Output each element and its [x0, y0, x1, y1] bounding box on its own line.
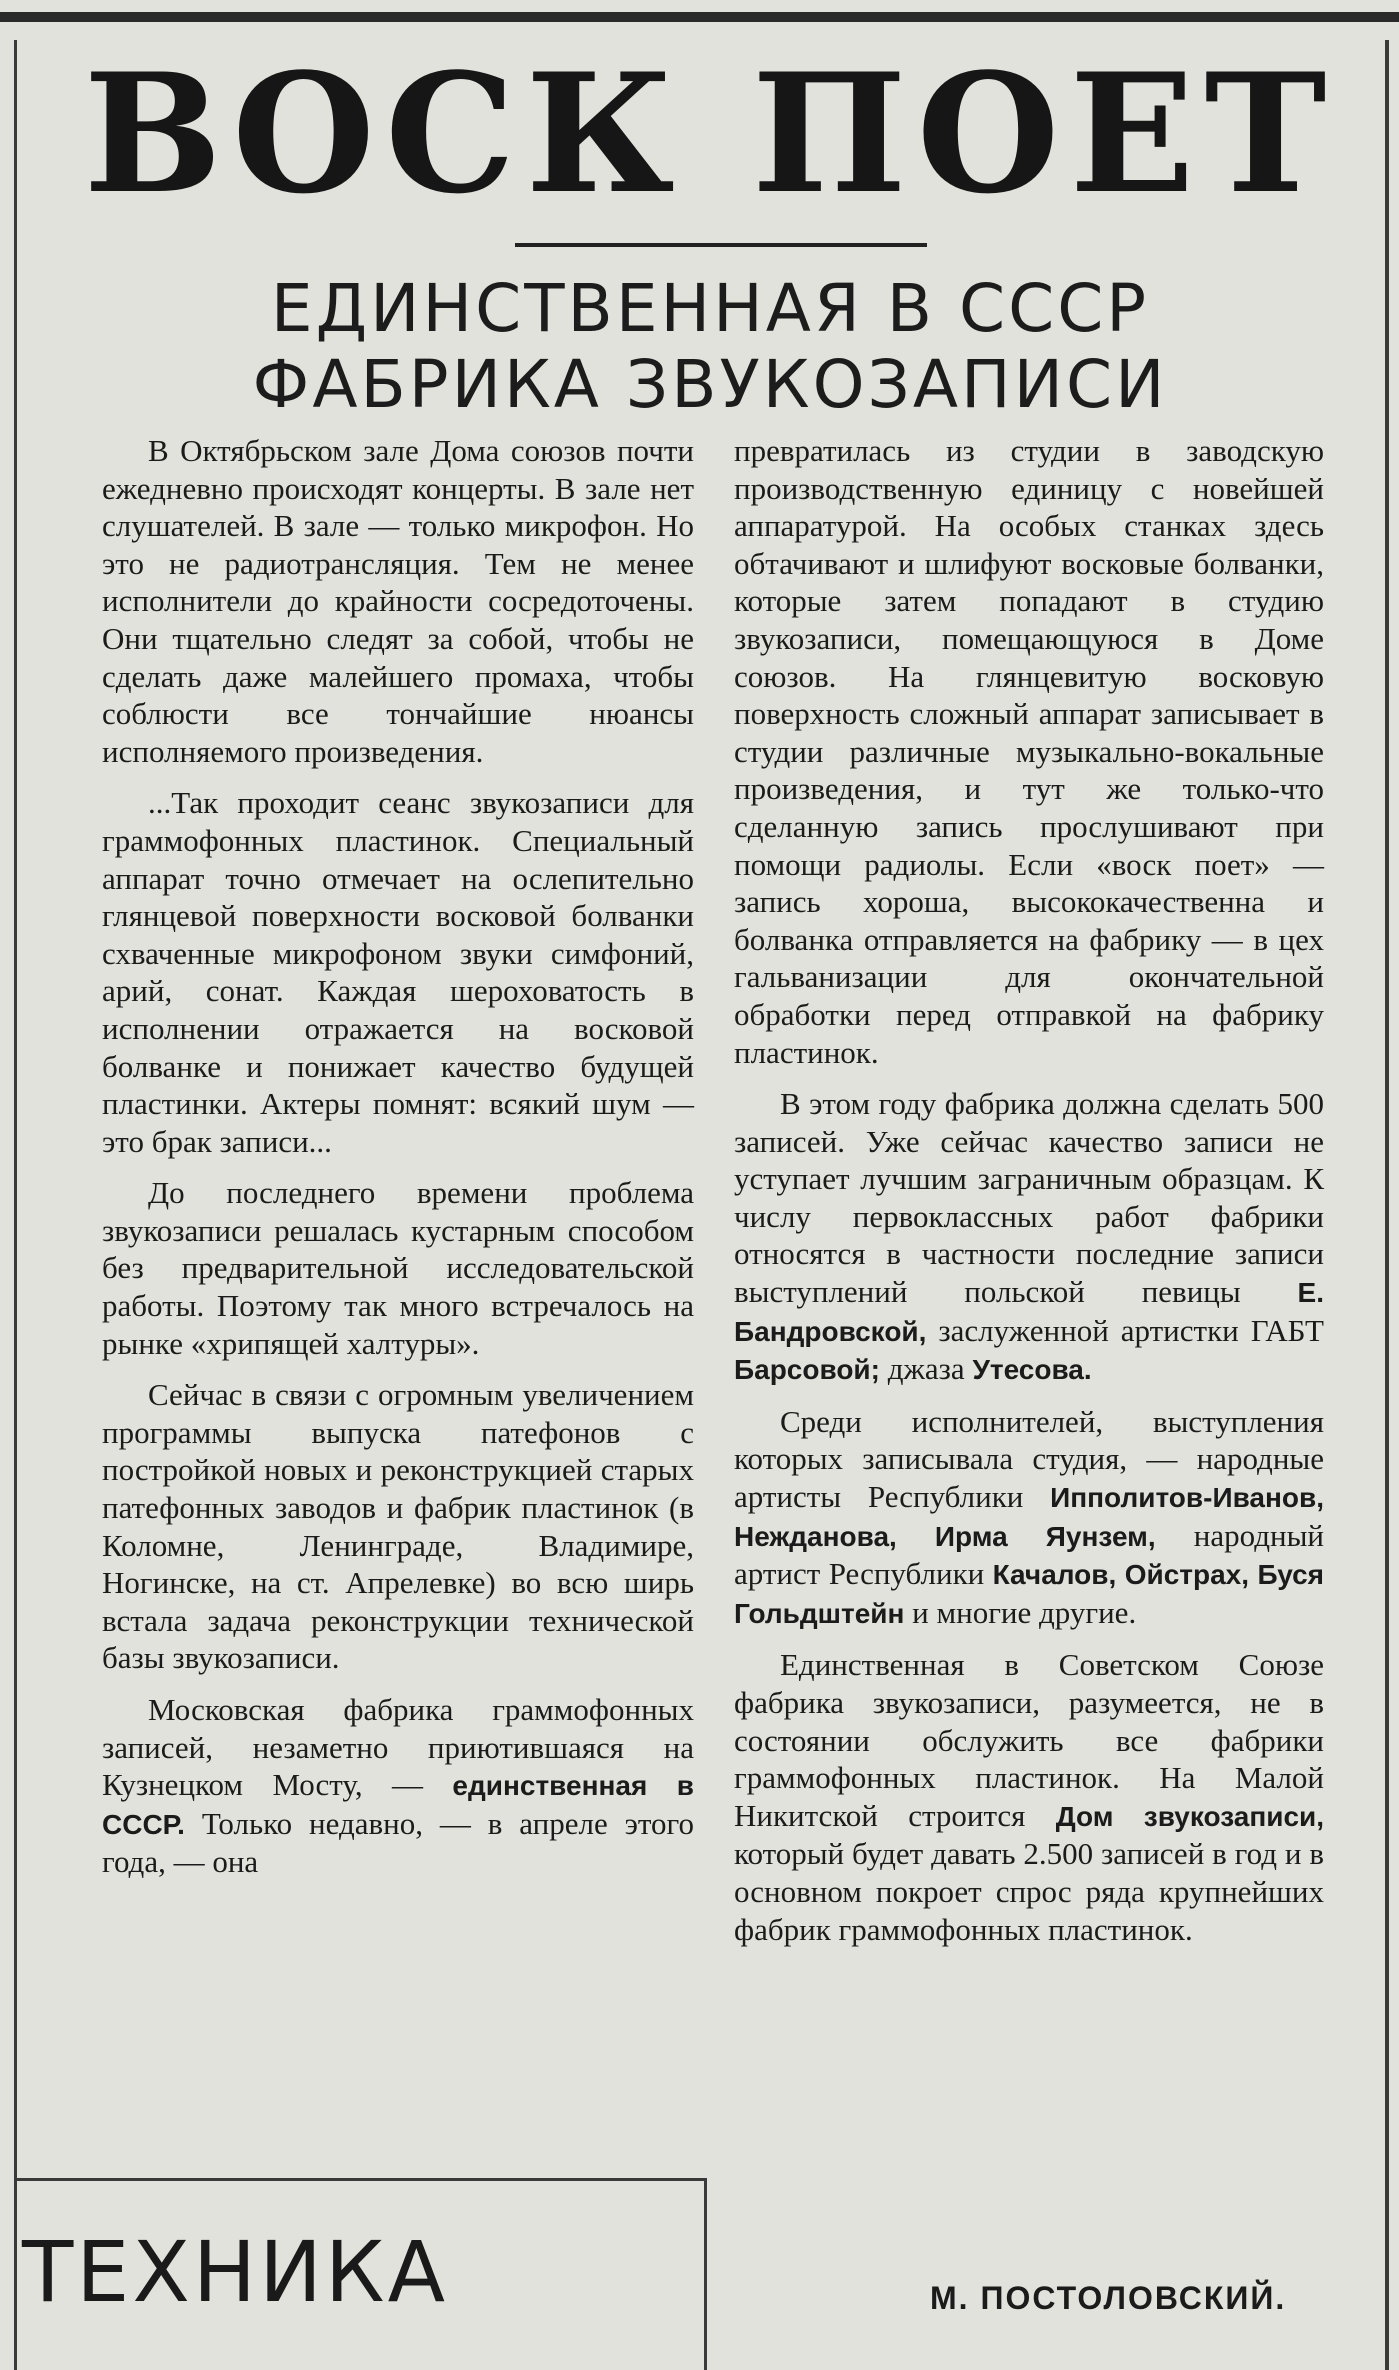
right-text-column [734, 432, 1324, 1962]
text-run: В этом году фабрика должна сделать 500 записей. Уже сейчас качество записи не уступает лучшим заграничным образцам. К числу первоклассных работ фабрики относятся в частности последние записи выступлений польской певицы [734, 1086, 1324, 1310]
paragraph: До последнего времени проблема звукозаписи решалась кустарным способом без предварительной исследовательской работы. Поэтому так много встречалось на рынке «хрипящей халтуры». [102, 1175, 694, 1361]
top-rule [0, 12, 1399, 22]
text-run: который будет давать 2.500 записей в год и в основном покроет спрос ряда крупнейших фабрик граммофонных пластинок. [734, 1836, 1324, 1947]
text-run: народный артист Республики [734, 1517, 1324, 1592]
author-signature: М. ПОСТОЛОВСКИЙ. [930, 2280, 1287, 2316]
emphasis-names: Ипполитов-Иванов, Нежданова, Ирма Яунзем, [734, 1482, 1324, 1552]
emphasis-name: Барсовой; [734, 1354, 880, 1386]
paragraph [734, 1085, 1324, 1389]
paragraph [102, 1691, 694, 1881]
paragraph: В Октябрьском зале Дома союзов почти ежедневно происходят концерты. В зале нет слушателей. В зале — только микрофон. Но это не радиотрансляция. Тем не менее исполнители до крайности сосредоточены. Они тщательно следят за собой, чтобы не сделать даже малейшего промаха, чтобы соблюсти все тончайшие нюансы исполняемого произведения. [102, 433, 694, 769]
paragraph [734, 1403, 1324, 1633]
text-run: джаза [887, 1351, 965, 1387]
text-run: Московская фабрика граммофонных записей, незаметно приютившаяся на Кузнецком Мосту, — [102, 1692, 694, 1803]
section-label: ТЕХНИКА [22, 2223, 449, 2321]
text-run: Только недавно, — в апреле этого года, — она [102, 1805, 694, 1880]
text-run: Единственная в Советском Союзе фабрика звукозаписи, разумеется, не в состоянии обслужить все фабрики граммофонных пластинок. На Малой Никитской строится [734, 1647, 1324, 1833]
left-column-rule [14, 40, 17, 2180]
paragraph [734, 1646, 1324, 1948]
paragraph: ...Так проходит сеанс звукозаписи для граммофонных пластинок. Специальный аппарат точно отмечает на ослепительно глянцевой поверхности восковой болванки схваченные микрофоном звуки симфоний, арий, сонат. Каждая шероховатость в исполнении отражается на восковой болванке и понижает качество будущей пластинки. Актеры помнят: всякий шум — это брак записи... [102, 785, 694, 1159]
headline-underline [515, 243, 927, 247]
text-run: заслуженной артистки ГАБТ [938, 1312, 1324, 1348]
text-run: и многие другие. [912, 1594, 1137, 1630]
section-frame-right-rule [704, 2178, 707, 2370]
section-frame-top-rule [14, 2178, 706, 2181]
emphasis-name: Утесова. [972, 1354, 1092, 1386]
paragraph: Сейчас в связи с огромным увеличением программы выпуска патефонов с постройкой новых и реконструкцией старых патефонных заводов и фабрик пластинок (в Коломне, Ленинграде, Владимире, Ногинске, на ст. Апрелевке) во всю ширь встала задача реконструкции технической базы звукозаписи. [102, 1377, 694, 1676]
emphasis-name: Е. Бандровской, [734, 1277, 1325, 1347]
frame-left-bottom-rule [14, 2180, 17, 2370]
article-subtitle-line-1: ЕДИНСТВЕННАЯ В СССР [270, 270, 1150, 347]
article-headline: ВОСК ПОЕТ [83, 37, 1337, 230]
left-text-column [102, 432, 694, 1895]
right-column-rule [1385, 40, 1389, 2370]
emphasis-text: Дом звукозаписи, [1055, 1800, 1325, 1832]
paragraph: превратилась из студии в заводскую производственную единицу с новейшей аппаратурой. На особых станках здесь обтачивают и шлифуют восковые болванки, которые затем попадают в студию звукозаписи, помещающуюся в Доме союзов. На глянцевитую восковую поверхность сложный аппарат записывает в студии различные музыкально-вокальные произведения, и тут же только-что сделанную запись прослушивают при помощи радиолы. Если «воск поет» — запись хороша, высококачественна и болванка отправляется на фабрику — в цех гальванизации для окончательной обработки перед отправкой на фабрику пластинок. [734, 433, 1324, 1070]
article-subtitle-line-2: ФАБРИКА ЗВУКОЗАПИСИ [252, 346, 1168, 423]
emphasis-names: Качалов, Ойстрах, Буся Гольдштейн [734, 1559, 1324, 1629]
text-run: Среди исполнителей, выступления которых записывала студия, — народные артисты Республики [734, 1403, 1324, 1515]
emphasis-text: единственная в СССР. [102, 1770, 694, 1840]
